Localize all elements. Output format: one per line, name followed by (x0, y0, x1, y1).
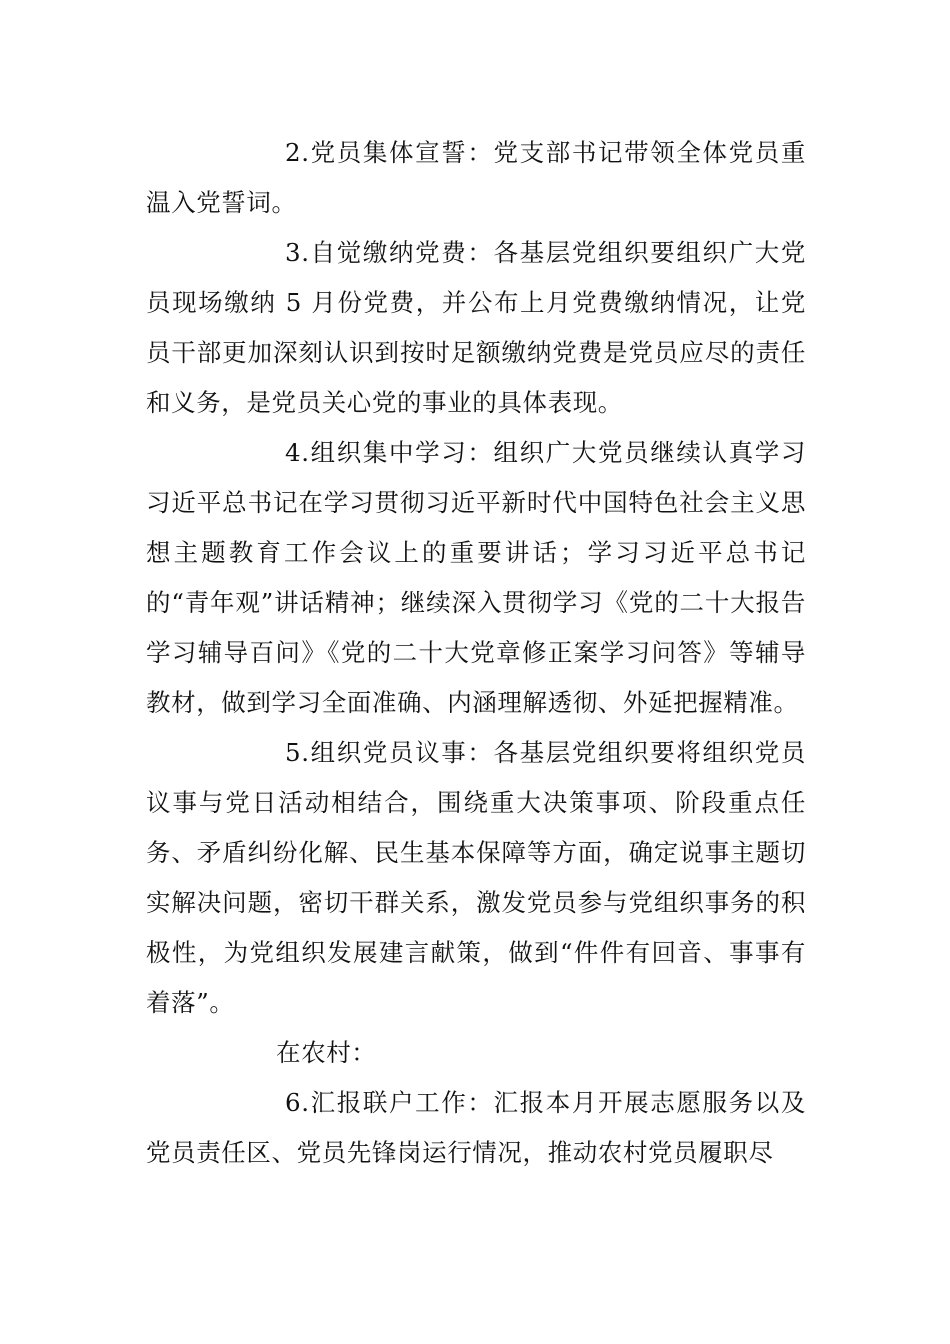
paragraph-study: 4.组织集中学习：组织广大党员继续认真学习习近平总书记在学习贯彻习近平新时代中国特色社会主义思想主题教育工作会议上的重要讲话；学习习近平总书记的“青年观”讲话精神；继续深入贯彻学习《党的二十大报告学习辅导百问》《党的二十大党章修正案学习问答》等辅导教材，做到学习全面准确、内涵理解透彻、外延把握精准。 (146, 438, 806, 717)
paragraph-oath: 2.党员集体宣誓：党支部书记带领全体党员重温入党誓词。 (146, 138, 806, 217)
paragraph-party-dues: 3.自觉缴纳党费：各基层党组织要组织广大党员现场缴纳 5 月份党费，并公布上月党费缴纳情况，让党员干部更加深刻认识到按时足额缴纳党费是党员应尽的责任和义务，是党员关心党的事业的具体表现。 (146, 238, 806, 417)
document-body (146, 128, 806, 1178)
section-heading-rural: 在农村： (276, 1038, 377, 1067)
paragraph-deliberation: 5.组织党员议事：各基层党组织要将组织党员议事与党日活动相结合，围绕重大决策事项、阶段重点任务、矛盾纠纷化解、民生基本保障等方面，确定说事主题切实解决问题，密切干群关系，激发党员参与党组织事务的积极性，为党组织发展建言献策，做到“件件有回音、事事有着落”。 (146, 738, 806, 1017)
paragraph-household-report: 6.汇报联户工作：汇报本月开展志愿服务以及党员责任区、党员先锋岗运行情况，推动农村党员履职尽 (146, 1088, 806, 1167)
